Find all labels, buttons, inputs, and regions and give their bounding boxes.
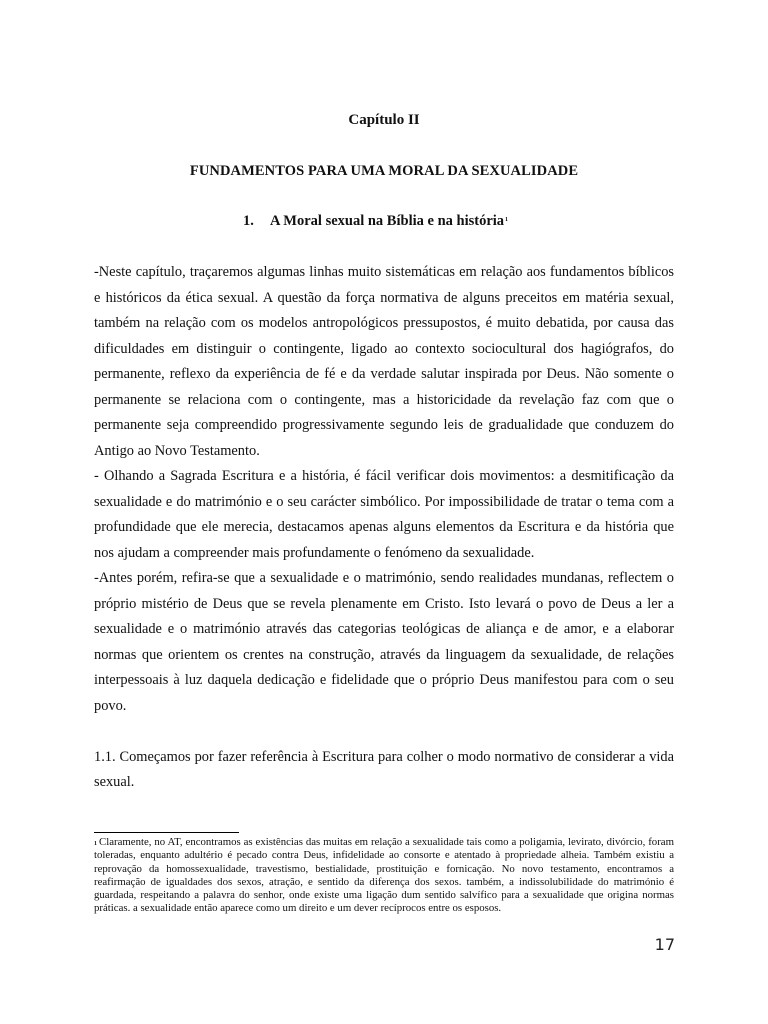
body-text (94, 260, 674, 796)
footnote-reference[interactable]: 1 (505, 217, 509, 223)
section-heading (243, 213, 663, 230)
footnote-marker: 1 (94, 841, 97, 847)
page-title: FUNDAMENTOS PARA UMA MORAL DA SEXUALIDADE (189, 163, 579, 179)
paragraph-2: - Olhando a Sagrada Escritura e a história, é fácil verificar dois movimentos: a desmitificação da sexualidade e do matrimónio e o seu carácter simbólico. Por impossibilidade de tratar o tema com a profundidade que ele merecia, destacamos apenas alguns elementos da Escritura e da história que nos ajudam a compreender mais profundamente o fenómeno da sexualidade. (94, 468, 674, 561)
section-heading-text: A Moral sexual na Bíblia e na história (270, 213, 505, 229)
page-number: 17 (654, 935, 675, 954)
footnote-text: Claramente, no AT, encontramos as existências das muitas em relação a sexualidade tais como a poligamia, levirato, divórcio, foram toleradas, enquanto adultério é pecado contra Deus, infidelidade ao consorte e atentado à propriedade alheia. Também existiu a reprovação da homossexualidade, travestismo, bestialidade, prostituição e fornicação. No novo testamento, encontramos a reafirmação de igualdades dos sexos, atração, e sentido da diferença dos sexos. também, a indissolubilidade do matrimónio é guardada, respeitando a palavra do senhor, onde existe uma ligação dum sentido salvífico para a sexualidade que origina normas práticas. a sexualidade então aparece como um direito e um dever recíprocos entre os esposos. (94, 836, 674, 915)
paragraph-4: 1.1. Começamos por fazer referência à Escritura para colher o modo normativo de considerar a vida sexual. (94, 748, 674, 790)
paragraph-3: -Antes porém, refira-se que a sexualidade e o matrimónio, sendo realidades mundanas, reflectem o próprio mistério de Deus que se revela plenamente em Cristo. Isto levará o povo de Deus a ler a sexualidade e o matrimónio através das categorias teológicas de aliança e de amor, e a elaborar normas que orientem os crentes na construção, através da linguagem da sexualidade, de relações interpessoais à luz daquela dedicação e fidelidade que o próprio Deus manifestou para com o seu povo. (94, 570, 674, 714)
paragraph-1: -Neste capítulo, traçaremos algumas linhas muito sistemáticas em relação aos fundamentos bíblicos e históricos da ética sexual. A questão da força normativa de alguns preceitos em matéria sexual, também na relação com os modelos antropológicos pressupostos, é muito debatida, por causa das dificuldades em distinguir o contingente, ligado ao contexto sociocultural dos hagiógrafos, do permanente, reflexo da experiência de fé e da verdade salutar inspirada por Deus. Não somente o permanente se relaciona com o contingente, mas a historicidade da revelação faz com que o permanente seja compreendido progressivamente segundo leis de gradualidade que conduzem do Antigo ao Novo Testamento. (94, 264, 674, 459)
section-number: 1. (243, 213, 254, 229)
footnote-separator (94, 832, 239, 833)
footnote (94, 836, 674, 916)
chapter-heading: Capítulo II (348, 112, 420, 128)
